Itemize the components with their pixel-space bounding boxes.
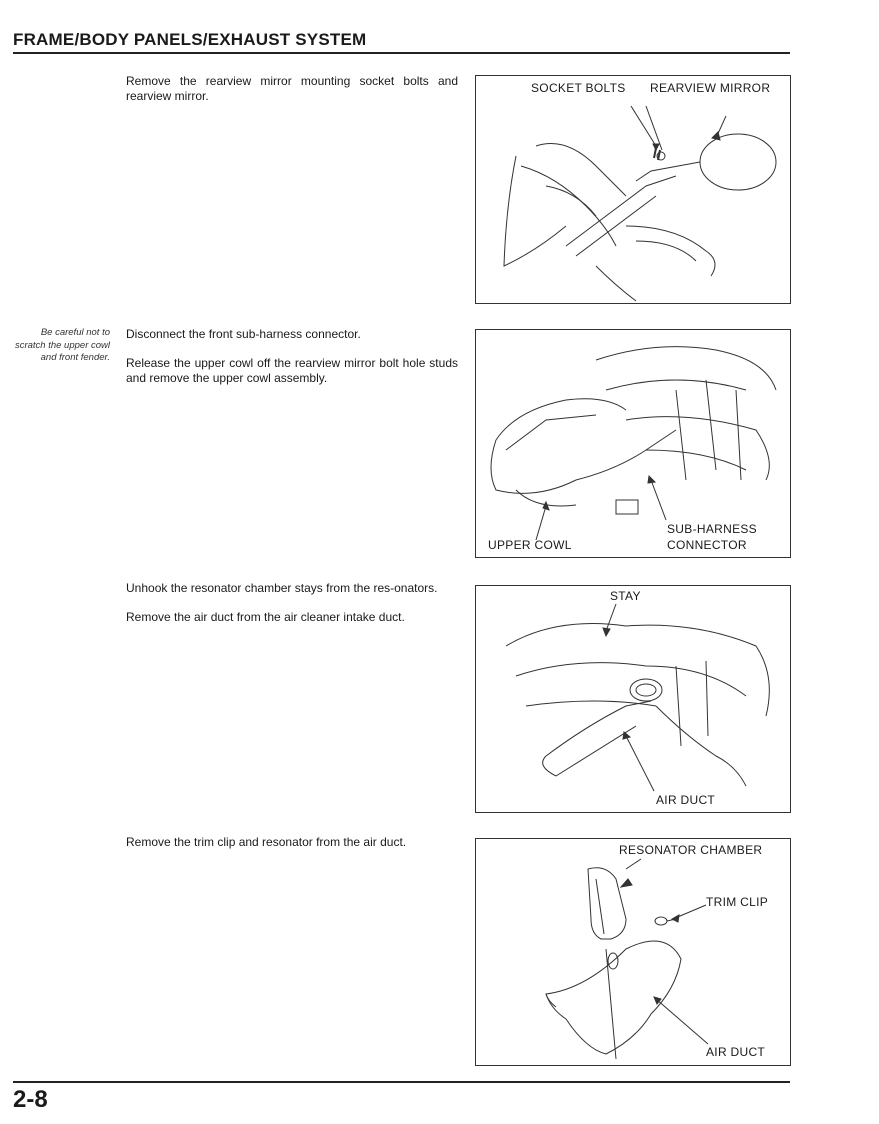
caution-note: Be careful not to scratch the upper cowl and front fender. xyxy=(14,327,110,363)
figure-rearview-mirror xyxy=(475,75,791,304)
footer-rule xyxy=(13,1081,790,1083)
figure-resonator xyxy=(475,838,791,1066)
header-rule xyxy=(13,52,790,54)
page-number: 2-8 xyxy=(13,1086,48,1113)
label-socket-bolts: SOCKET BOLTS xyxy=(531,81,626,95)
label-rearview-mirror: REARVIEW MIRROR xyxy=(650,81,771,95)
step-2-text xyxy=(126,327,458,386)
step-4-text xyxy=(126,835,458,850)
step-1-text xyxy=(126,74,458,104)
label-connector: CONNECTOR xyxy=(667,538,747,552)
label-stay: STAY xyxy=(610,589,641,603)
step-4-paragraph-1: Remove the trim clip and resonator from the air duct. xyxy=(126,835,407,849)
figure-upper-cowl xyxy=(475,329,791,558)
mirror-illustration xyxy=(476,76,790,303)
label-sub-harness: SUB-HARNESS xyxy=(667,522,757,536)
step-1-paragraph-1: Remove the rearview mirror mounting socket bolts and rearview mirror. xyxy=(126,74,458,103)
step-3-paragraph-1: Unhook the resonator chamber stays from the res-onators. xyxy=(126,581,438,595)
step-2-paragraph-1: Disconnect the front sub-harness connector. xyxy=(126,327,361,341)
page-title: FRAME/BODY PANELS/EXHAUST SYSTEM xyxy=(13,30,367,49)
figure-air-duct xyxy=(475,585,791,813)
label-upper-cowl: UPPER COWL xyxy=(488,538,572,552)
label-air-duct: AIR DUCT xyxy=(656,793,716,807)
step-3-paragraph-2: Remove the air duct from the air cleaner intake duct. xyxy=(126,610,405,624)
label-air-duct-2: AIR DUCT xyxy=(706,1045,766,1059)
label-trim-clip: TRIM CLIP xyxy=(706,895,769,909)
step-2-paragraph-2: Release the upper cowl off the rearview mirror bolt hole studs and remove the upper cowl assembly. xyxy=(126,356,458,385)
step-3-text xyxy=(126,581,458,625)
air-duct-illustration xyxy=(476,586,790,812)
resonator-illustration xyxy=(476,839,790,1065)
label-resonator-chamber: RESONATOR CHAMBER xyxy=(619,843,763,857)
